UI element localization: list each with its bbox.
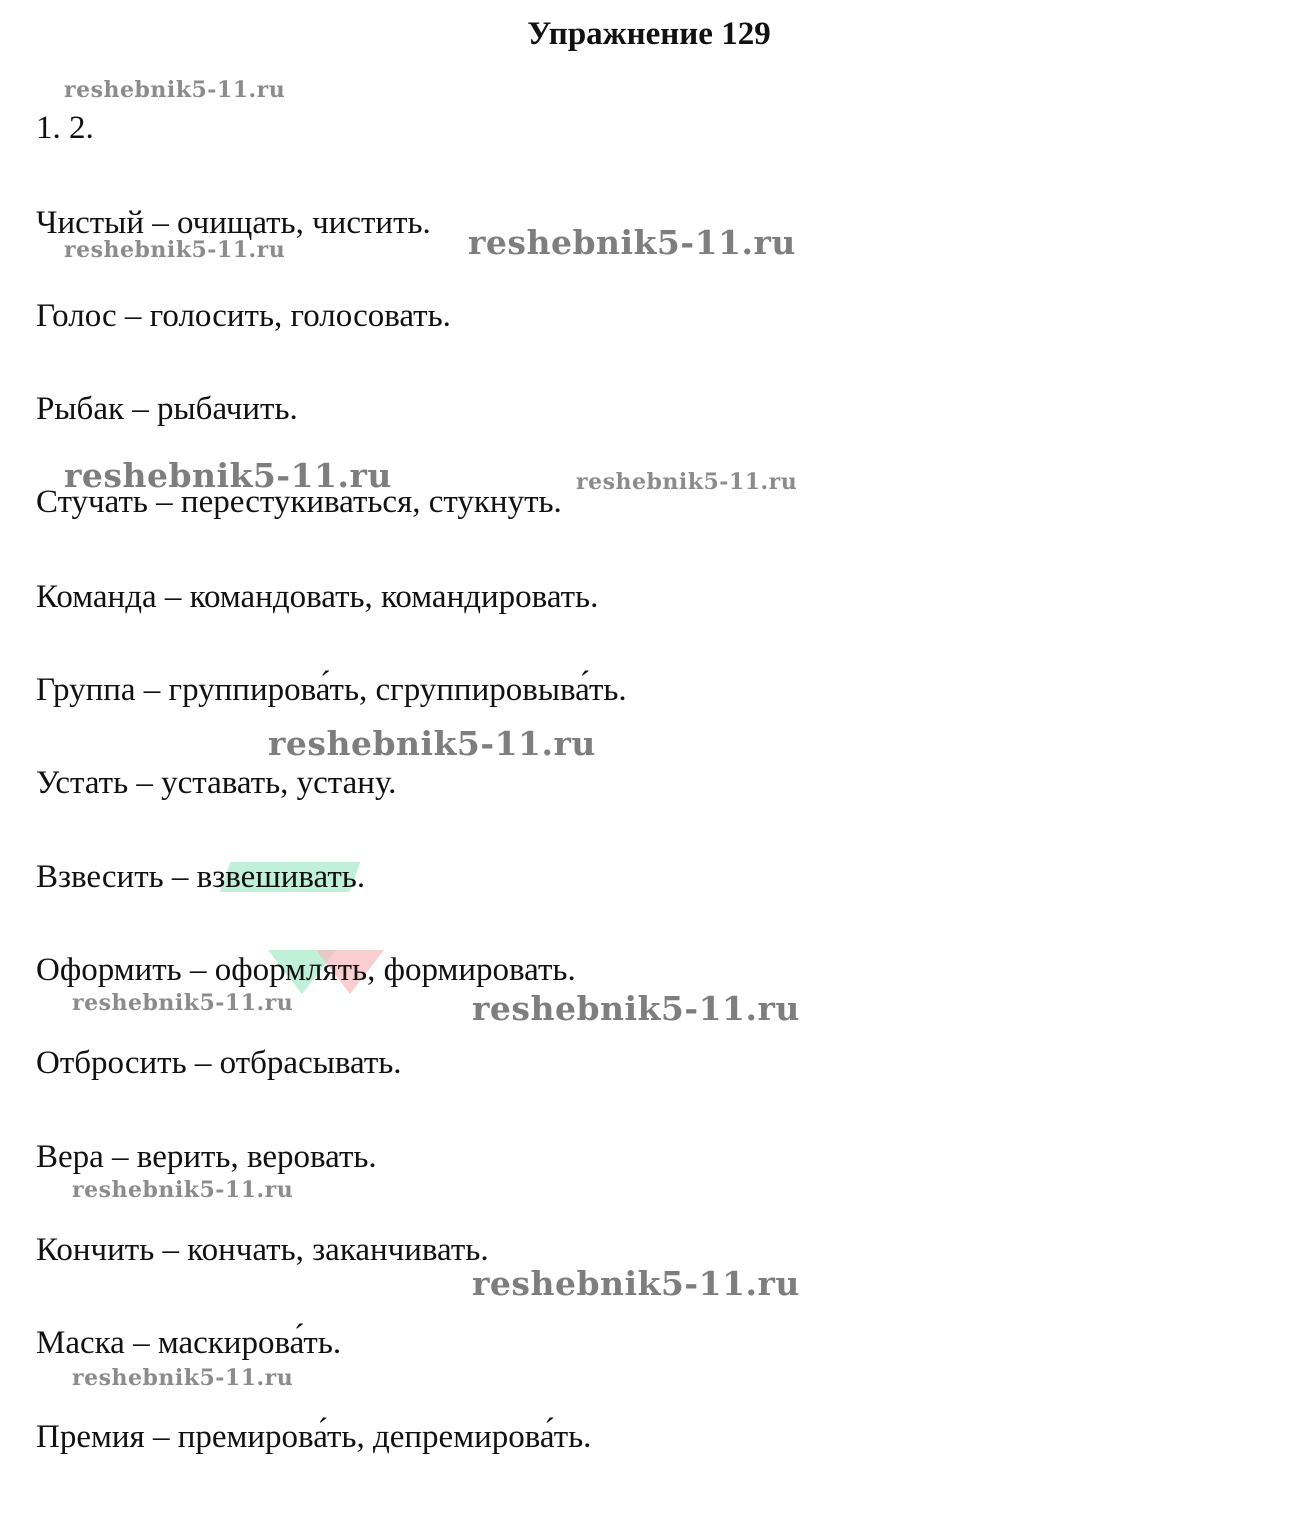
word-line: Рыбак – рыбачить. bbox=[36, 391, 298, 427]
word-line: Стучать – перестукиваться, стукнуть. bbox=[36, 484, 562, 520]
page-title: Упражнение 129 bbox=[527, 16, 771, 52]
watermark: reshebnik5-11.ru bbox=[268, 724, 596, 763]
word-line: Премия – премирова́ть, депремирова́ть. bbox=[36, 1419, 592, 1455]
word-line: Маска – маскирова́ть. bbox=[36, 1325, 342, 1361]
word-line: Команда – командовать, командировать. bbox=[36, 579, 599, 615]
word-line: Взвесить – взвешивать. bbox=[36, 859, 366, 895]
word-line: Отбросить – отбрасывать. bbox=[36, 1045, 402, 1081]
watermark: reshebnik5-11.ru bbox=[72, 1177, 294, 1203]
watermark: reshebnik5-11.ru bbox=[468, 223, 796, 262]
word-line: Чистый – очищать, чистить. bbox=[36, 205, 431, 241]
word-line: Группа – группирова́ть, сгруппировыва́ть. bbox=[36, 672, 627, 708]
word-line: Устать – уставать, устану. bbox=[36, 765, 397, 801]
word-line: Голос – голосить, голосовать. bbox=[36, 298, 451, 334]
watermark: reshebnik5-11.ru bbox=[72, 990, 294, 1016]
watermark: reshebnik5-11.ru bbox=[472, 989, 800, 1028]
word-line: Кончить – кончать, заканчивать. bbox=[36, 1232, 489, 1268]
watermark: reshebnik5-11.ru bbox=[72, 1365, 294, 1391]
watermark: reshebnik5-11.ru bbox=[64, 456, 392, 495]
word-line: Вера – верить, веровать. bbox=[36, 1139, 377, 1175]
watermark: reshebnik5-11.ru bbox=[576, 469, 798, 495]
watermark: reshebnik5-11.ru bbox=[64, 237, 286, 263]
task-numbering: 1. 2. bbox=[36, 110, 94, 146]
watermark: reshebnik5-11.ru bbox=[472, 1264, 800, 1303]
watermark: reshebnik5-11.ru bbox=[64, 77, 286, 103]
word-line: Оформить – оформлять, формировать. bbox=[36, 952, 576, 988]
